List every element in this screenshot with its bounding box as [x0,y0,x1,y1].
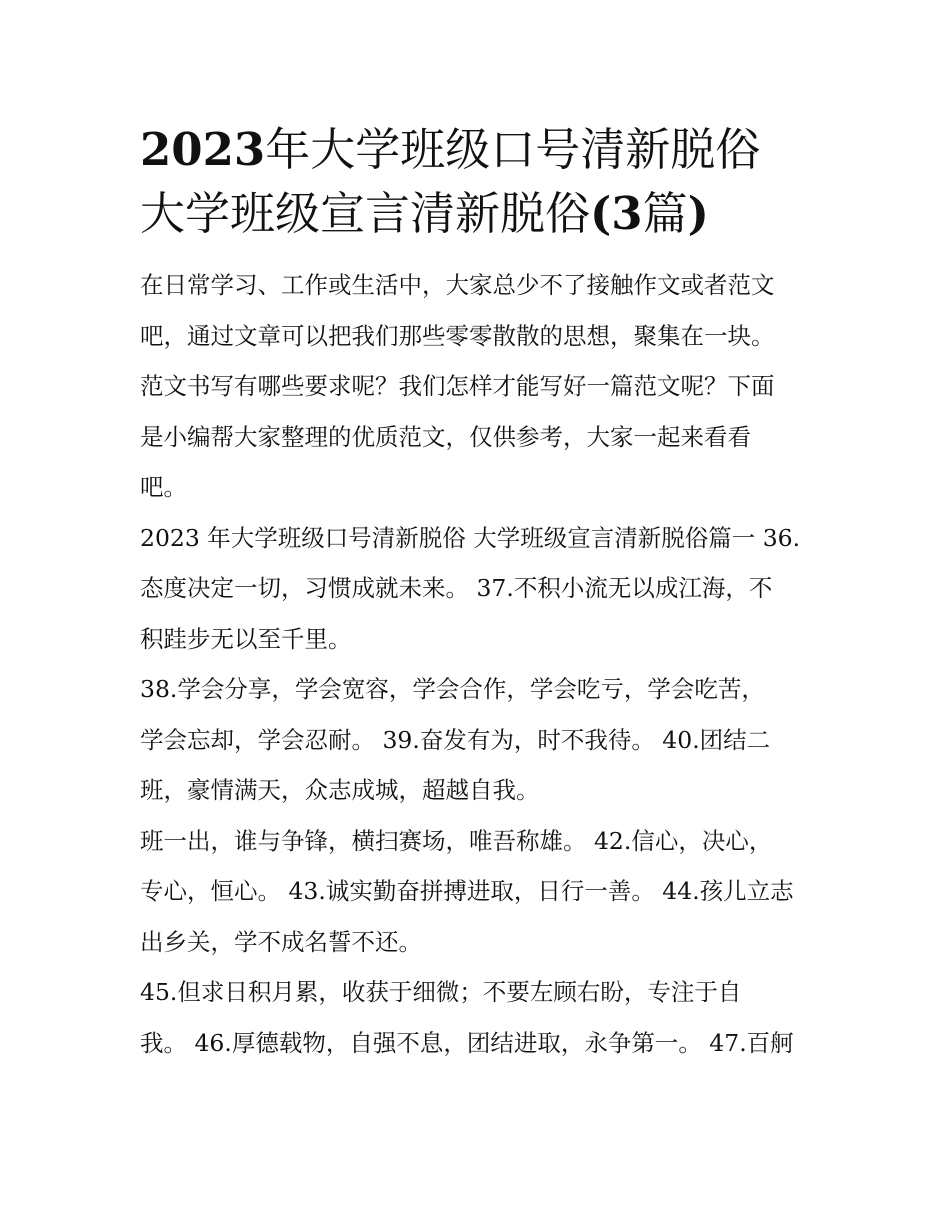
paragraph-line: 学会忘却，学会忍耐。 39.奋发有为，时不我待。 40.团结二 [140,725,771,754]
title-year: 2023 [140,123,266,176]
paragraph-line: 我。 46.厚德载物，自强不息，团结进取，永争第一。 47.百舸 [140,1028,794,1057]
paragraph-line: 是小编帮大家整理的优质范文，仅供参考，大家一起来看看 [140,422,751,451]
paragraph-line: 班一出，谁与争锋，横扫赛场，唯吾称雄。 42.信心，决心， [140,826,773,855]
paragraph-slogans-38-40 [140,664,815,816]
paragraph-line: 态度决定一切，习惯成就未来。 37.不积小流无以成江海，不 [140,574,773,602]
title-line-2-text: 大学班级宣言清新脱俗 [140,187,591,240]
paragraph-line: 范文书写有哪些要求呢？我们怎样才能写好一篇范文呢？下面 [140,372,775,400]
title-line-1 [140,118,815,182]
paragraph-section-1 [140,513,815,665]
paragraph-line: 专心，恒心。 43.诚实勤奋拼搏进取，日行一善。 44.孩儿立志 [140,877,794,905]
title-line-1-text: 年大学班级口号清新脱俗 [265,123,761,176]
title-line-2 [140,182,815,246]
paragraph-line: 积跬步无以至千里。 [140,624,352,653]
paragraph-slogans-45-47 [140,967,815,1068]
paragraph-intro [140,260,815,513]
paragraph-line: 班，豪情满天，众志成城，超越自我。 [140,776,540,804]
paragraph-line: 吧。 [140,473,187,501]
paragraph-line: 2023 年大学班级口号清新脱俗 大学班级宣言清新脱俗篇一 36. [140,523,801,552]
paragraph-line: 出乡关，学不成名誓不还。 [140,927,422,956]
document-content [140,118,815,1068]
paragraph-line: 45.但求日积月累，收获于细微；不要左顾右盼，专注于自 [140,978,742,1006]
title-count-unit: 篇 [642,187,688,240]
paragraph-line: 在日常学习、工作或生活中，大家总少不了接触作文或者范文 [140,271,775,299]
title-close-paren: ) [687,187,709,240]
paragraph-slogans-41-44 [140,816,815,968]
title-count: (3 [590,187,643,240]
paragraph-line: 38.学会分享，学会宽容，学会合作，学会吃亏，学会吃苦， [140,675,765,703]
paragraph-line: 吧，通过文章可以把我们那些零零散散的思想，聚集在一块。 [140,321,775,350]
document-title [140,118,815,246]
